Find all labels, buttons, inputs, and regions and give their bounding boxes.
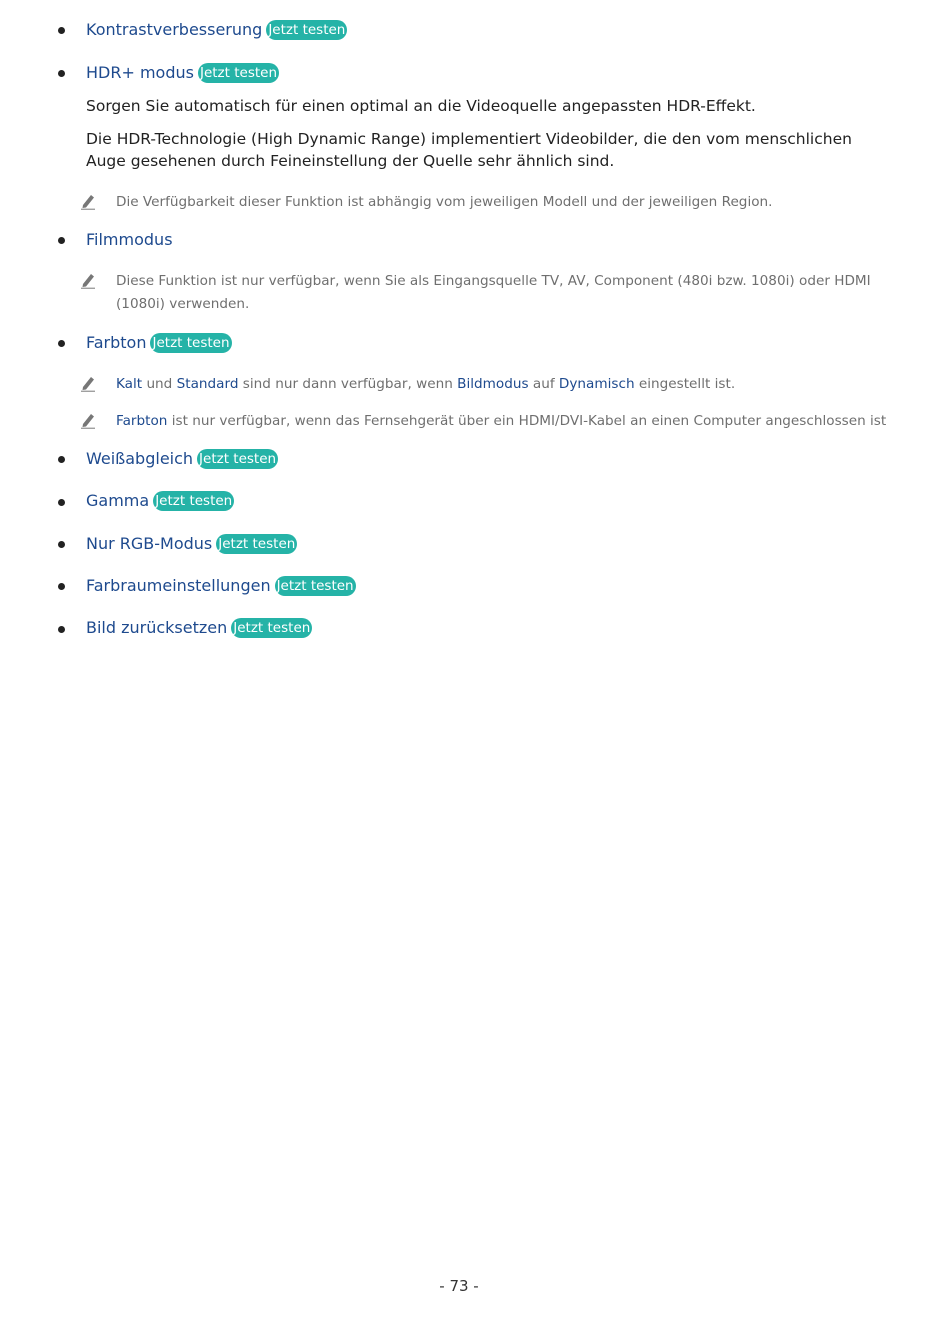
bullet-icon [58, 27, 65, 34]
menu-item-farbraumeinstellungen[interactable] [86, 576, 356, 596]
bullet-icon [58, 70, 65, 77]
bullet-icon [58, 499, 65, 506]
bullet-icon [58, 583, 65, 590]
note-text: sind nur dann verfügbar, wenn [238, 376, 458, 392]
try-now-button[interactable]: Jetzt testen [218, 536, 296, 552]
try-now-button[interactable]: Jetzt testen [268, 22, 346, 38]
note-hdr-availability: Die Verfügbarkeit dieser Funktion ist abhängig vom jeweiligen Modell und der jeweiligen Region. [116, 194, 773, 210]
dynamisch-link[interactable]: Dynamisch [558, 376, 635, 392]
item-label: Weißabgleich [86, 449, 194, 468]
menu-item-gamma[interactable] [86, 491, 234, 511]
note-film-availability: Diese Funktion ist nur verfügbar, wenn Sie als Eingangsquelle TV, AV, Component (480i bzw. 1080i) oder HDMI (1080i) verwenden. [116, 273, 871, 312]
item-label: Gamma [86, 491, 150, 510]
menu-item-farbton[interactable] [86, 333, 232, 353]
bullet-icon [58, 340, 65, 347]
item-label: Filmmodus [86, 230, 173, 249]
note-text: auf [528, 376, 559, 392]
item-label: Nur RGB-Modus [86, 534, 213, 553]
try-now-button[interactable]: Jetzt testen [233, 620, 311, 636]
try-now-button[interactable]: Jetzt testen [152, 335, 230, 351]
try-now-button[interactable]: Jetzt testen [155, 493, 233, 509]
page-number: - 73 - [439, 1277, 479, 1295]
menu-item-weissabgleich[interactable] [86, 449, 278, 469]
hdr-description: Sorgen Sie automatisch für einen optimal an die Videoquelle angepassten HDR-Effekt. [86, 97, 756, 115]
pencil-note-icon [80, 374, 96, 392]
bullet-icon [58, 237, 65, 244]
menu-item-bild-zuruecksetzen[interactable] [86, 618, 312, 638]
item-label: HDR+ modus [86, 63, 194, 82]
note-farbton-modes [116, 373, 896, 396]
farbton-link[interactable]: Farbton [116, 413, 168, 429]
menu-item-hdr-modus[interactable] [86, 63, 279, 83]
standard-link[interactable]: Standard [176, 376, 239, 392]
item-label: Farbraumeinstellungen [86, 576, 271, 595]
bullet-icon [58, 541, 65, 548]
item-label: Farbton [86, 333, 147, 352]
bullet-icon [58, 456, 65, 463]
pencil-note-icon [80, 271, 96, 289]
menu-item-filmmodus[interactable] [86, 230, 173, 250]
bullet-icon [58, 626, 65, 633]
note-text: eingestellt ist. [634, 376, 736, 392]
try-now-button[interactable]: Jetzt testen [276, 578, 354, 594]
pencil-note-icon [80, 411, 96, 429]
menu-item-nur-rgb-modus[interactable] [86, 534, 297, 554]
note-text: und [142, 376, 177, 392]
try-now-button[interactable]: Jetzt testen [199, 451, 277, 467]
try-now-button[interactable]: Jetzt testen [199, 65, 278, 81]
hdr-technology-description: Die HDR-Technologie (High Dynamic Range) implementiert Videobilder, die den vom menschlichen Auge gesehenen durch Feineinstellung der Quelle sehr ähnlich sind. [86, 130, 852, 170]
pencil-note-icon [80, 192, 96, 210]
item-label: Kontrastverbesserung [86, 20, 263, 39]
kalt-link[interactable]: Kalt [116, 376, 143, 392]
note-farbton-hdmi [116, 410, 896, 433]
bildmodus-link[interactable]: Bildmodus [457, 376, 529, 392]
note-text: ist nur verfügbar, wenn das Fernsehgerät über ein HDMI/DVI-Kabel an einen Computer angeschlossen ist [167, 413, 887, 429]
item-label: Bild zurücksetzen [86, 618, 228, 637]
menu-item-kontrastverbesserung[interactable] [86, 20, 347, 40]
